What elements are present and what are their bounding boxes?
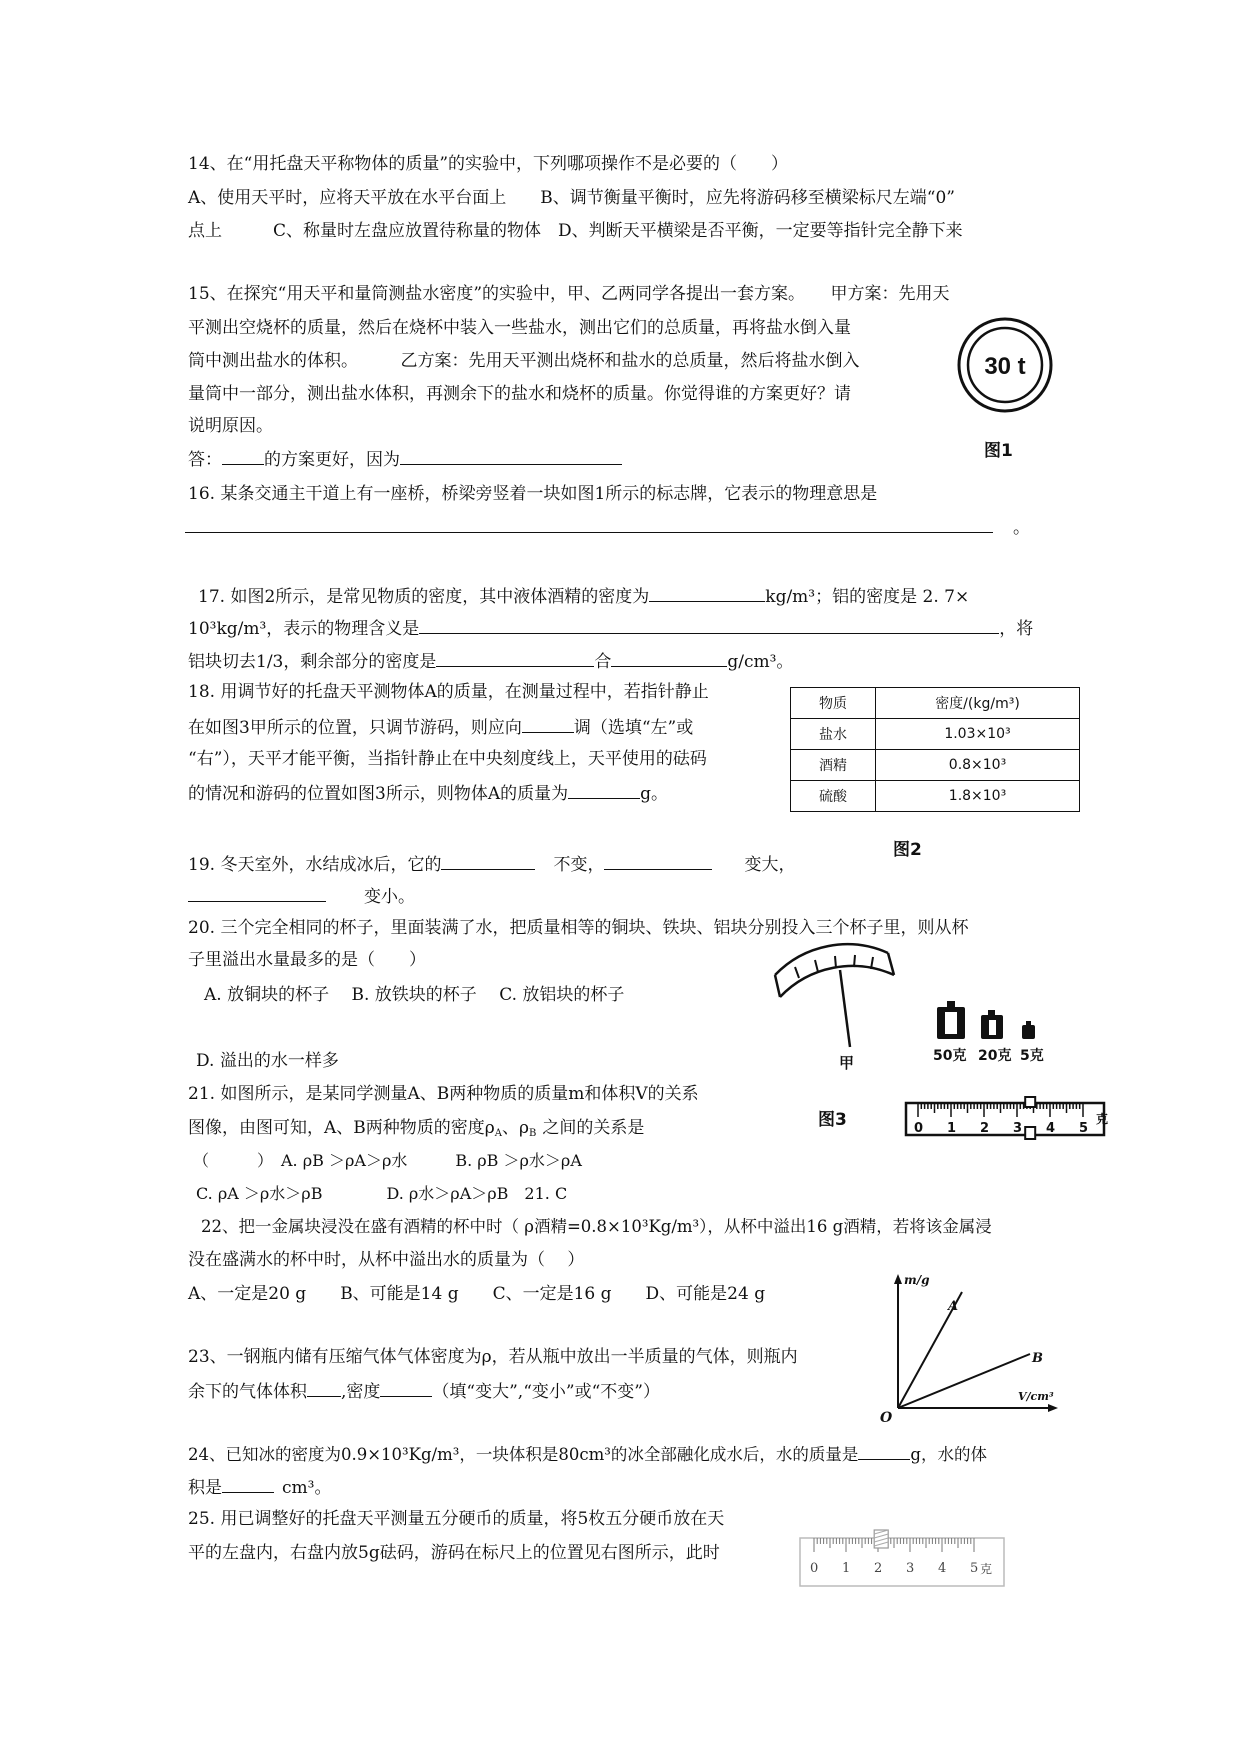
q24-blank-mass[interactable]: [858, 1441, 910, 1460]
q20-line3: A. 放铜块的杯子 B. 放铁块的杯子 C. 放铝块的杯子: [204, 985, 625, 1005]
q21-line3: （ ） A. ρB ＞ρA＞ρ水 B. ρB ＞ρ水＞ρA: [193, 1151, 582, 1170]
q24-line2: [188, 1474, 331, 1500]
q15-answer-prefix: 答：: [188, 450, 222, 470]
q16-end: 。: [1013, 518, 1030, 538]
ruler-tick-label: 2: [980, 1121, 990, 1136]
balance-pointer-diagram: [770, 935, 910, 1075]
q21-line2: [188, 1116, 644, 1146]
q21-sub-b: B: [529, 1128, 537, 1139]
q17-text-a: 17. 如图2所示，是常见物质的密度，其中液体酒精的密度为: [198, 587, 650, 607]
graph-x-arrow: [1048, 1404, 1058, 1412]
table-header-row: [791, 688, 1080, 719]
q21-line1: 21. 如图所示，是某同学测量A、B两种物质的质量m和体积V的关系: [188, 1084, 699, 1104]
q18-text-4b: g。: [640, 784, 668, 804]
ruler-tick-label: 0: [810, 1561, 819, 1576]
q19-blank-3[interactable]: [188, 883, 326, 902]
ruler-tick-label: 1: [842, 1561, 851, 1576]
q15-line4: 量筒中一部分，测出盐水体积，再测余下的盐水和烧杯的质量。你觉得谁的方案更好？请: [188, 384, 851, 404]
q17-text-f: 合: [594, 652, 612, 672]
q19-line2: [188, 883, 415, 909]
ruler-tick-label: 1: [947, 1121, 957, 1136]
q17-blank-meaning[interactable]: [419, 615, 999, 634]
table-header-cell: 物质: [791, 688, 876, 719]
q25-line2: 平的左盘内，右盘内放5g砝码，游码在标尺上的位置见右图所示，此时: [188, 1543, 720, 1563]
q23-text-2a: 余下的气体体积: [188, 1382, 307, 1402]
q19-text-b: 不变，: [553, 855, 605, 875]
q18-text-2a: 在如图3甲所示的位置，只调节游码，则应向: [188, 718, 522, 738]
q19-text-a: 19. 冬天室外，水结成冰后，它的: [188, 855, 442, 875]
q21-sub-a: A: [494, 1128, 502, 1139]
graph-line-b: [898, 1354, 1030, 1408]
q17-text-b: kg/m³；铝的密度是 2. 7×: [765, 587, 970, 607]
q19-text-d: 变小。: [364, 887, 415, 907]
q19-blank-2[interactable]: [604, 851, 712, 870]
rider-scale-fig4: [798, 1528, 1008, 1590]
q18-line4: [188, 780, 668, 806]
q20-line4: D. 溢出的水一样多: [196, 1051, 339, 1071]
graph-xlabel: V/cm³: [1018, 1390, 1054, 1403]
q21-text-2c: 、ρ: [502, 1118, 529, 1138]
q17-text-e: 铝块切去1/3，剩余部分的密度是: [188, 652, 437, 672]
table-cell: 硫酸: [791, 781, 876, 812]
q14-line1: 14、在“用托盘天平称物体的质量”的实验中，下列哪项操作不是必要的（ ）: [188, 154, 789, 174]
graph-origin: O: [880, 1410, 893, 1425]
fig3-caption: 图3: [818, 1110, 847, 1130]
table-row: [791, 750, 1080, 781]
weight-label-20: 20克: [978, 1048, 1012, 1064]
weight-limit-sign: [955, 315, 1055, 415]
q17-text-c: 10³kg/m³，表示的物理含义是: [188, 619, 420, 639]
q24-blank-volume[interactable]: [222, 1474, 274, 1493]
q24-text-2b: cm³。: [282, 1478, 332, 1498]
q23-blank-density[interactable]: [380, 1378, 432, 1397]
q17-line2: [188, 615, 1033, 641]
table-cell: 酒精: [791, 750, 876, 781]
pointer-caption: 甲: [839, 1054, 855, 1072]
rider-top[interactable]: [1025, 1097, 1035, 1107]
q18-line2: [188, 714, 693, 740]
q17-blank-alcohol[interactable]: [649, 583, 765, 602]
q18-text-4a: 的情况和游码的位置如图3所示，则物体A的质量为: [188, 784, 569, 804]
q15-line3: 筒中测出盐水的体积。 乙方案：先用天平测出烧杯和盐水的总质量，然后将盐水倒入: [188, 351, 860, 371]
graph-y-arrow: [894, 1274, 902, 1284]
ruler-tick-label: 2: [874, 1561, 883, 1576]
q15-blank-who[interactable]: [222, 446, 264, 465]
q17-line3: [188, 648, 793, 674]
table-row: [791, 719, 1080, 750]
q17-text-d: ，将: [999, 619, 1034, 639]
q19-text-c: 变大，: [744, 855, 796, 875]
q23-text-2c: （填“变大”,“变小”或“不变”）: [432, 1382, 660, 1402]
sign-text: 30 t: [984, 353, 1026, 380]
weights-diagram: [925, 995, 1060, 1065]
q24-text-1b: g，水的体: [910, 1445, 987, 1464]
table-header-cell: 密度/(kg/m³): [876, 688, 1080, 719]
q18-line3: “右”），天平才能平衡，当指针静止在中央刻度线上，天平使用的砝码: [188, 749, 707, 769]
q18-blank-mass[interactable]: [568, 780, 640, 799]
q19-blank-1[interactable]: [441, 851, 535, 870]
table-cell: 盐水: [791, 719, 876, 750]
ruler-tick-label: 4: [1046, 1121, 1056, 1136]
ruler-tick-label: 3: [1013, 1121, 1023, 1136]
ruler-tick-label: 5: [1079, 1121, 1089, 1136]
q23-line2: [188, 1378, 660, 1404]
rider-scale-fig3: [904, 1095, 1109, 1145]
ruler-tick-label: 0: [914, 1121, 924, 1136]
q15-blank-reason[interactable]: [400, 446, 622, 465]
q21-line4: C. ρA ＞ρ水＞ρB D. ρ水＞ρA＞ρB 21. C: [196, 1184, 568, 1203]
q21-text-2a: 图像，由图可知，A、B两种物质的密度ρ: [188, 1118, 495, 1138]
weight-label-50: 50克: [933, 1048, 967, 1064]
q23-text-2b: ,密度: [341, 1382, 381, 1402]
q18-text-2b: 调（选填“左”或: [573, 718, 694, 738]
q15-line5: 说明原因。: [188, 416, 273, 436]
mass-volume-graph: [870, 1270, 1070, 1425]
density-table: [790, 687, 1080, 812]
q16-blank[interactable]: [185, 514, 993, 533]
weight-label-5: 5克: [1020, 1048, 1044, 1064]
rider-bottom[interactable]: [1025, 1127, 1035, 1139]
table-cell: 0.8×10³: [876, 750, 1080, 781]
q17-line1: [198, 583, 969, 609]
q15-answer-line: [188, 446, 622, 472]
fig1-caption: 图1: [984, 441, 1013, 461]
q15-answer-mid: 的方案更好，因为: [264, 450, 400, 470]
q17-text-g: g/cm³。: [727, 652, 794, 672]
ruler-tick-label: 3: [906, 1561, 915, 1576]
q21-text-2e: 之间的关系是: [542, 1118, 645, 1138]
q23-line1: 23、一钢瓶内储有压缩气体气体密度为ρ，若从瓶中放出一半质量的气体，则瓶内: [188, 1347, 798, 1367]
q17-blank-gcm[interactable]: [611, 648, 727, 667]
q16-line1: 16. 某条交通主干道上有一座桥，桥梁旁竖着一块如图1所示的标志牌，它表示的物理意思是: [188, 484, 878, 504]
q18-blank-direction[interactable]: [522, 714, 574, 733]
graph-label-a: A: [948, 1299, 959, 1314]
ruler-unit: 克: [980, 1562, 993, 1576]
table-cell: 1.8×10³: [876, 781, 1080, 812]
q20-line1: 20. 三个完全相同的杯子，里面装满了水，把质量相等的铜块、铁块、铝块分别投入三个杯子里，则从杯: [188, 918, 969, 938]
q14-line2: A、使用天平时，应将天平放在水平台面上 B、调节衡量平衡时，应先将游码移至横梁标尺左端“0”: [188, 188, 955, 208]
q22-line1: 22、把一金属块浸没在盛有酒精的杯中时（ ρ酒精=0.8×10³Kg/m³），从杯中溢出16 g酒精，若将该金属浸: [201, 1217, 992, 1236]
q15-line2: 平测出空烧杯的质量，然后在烧杯中装入一些盐水，测出它们的总质量，再将盐水倒入量: [188, 318, 851, 338]
q18-line1: 18. 用调节好的托盘天平测物体A的质量，在测量过程中，若指针静止: [188, 682, 709, 702]
q24-text-2a: 积是: [188, 1478, 222, 1498]
q22-line2: 没在盛满水的杯中时，从杯中溢出水的质量为（ ）: [188, 1250, 585, 1270]
q24-text-1a: 24、已知冰的密度为0.9×10³Kg/m³，一块体积是80cm³的冰全部融化成水后，水的质量是: [188, 1445, 859, 1464]
q22-line3: A、一定是20 g B、可能是14 g C、一定是16 g D、可能是24 g: [188, 1284, 766, 1304]
ruler-unit: 克: [1096, 1112, 1109, 1126]
table-row: [791, 781, 1080, 812]
q16-answer-line: [185, 514, 1030, 540]
q19-line1: [188, 851, 795, 877]
fig2-caption: 图2: [893, 840, 922, 860]
ruler-tick-label: 4: [938, 1561, 947, 1576]
q17-blank-density[interactable]: [436, 648, 594, 667]
graph-ylabel: m/g: [904, 1273, 930, 1287]
balance-pointer: [840, 970, 850, 1047]
q24-line1: [188, 1441, 987, 1467]
q23-blank-volume[interactable]: [307, 1378, 341, 1397]
graph-label-b: B: [1032, 1351, 1043, 1366]
q15-line1: 15、在探究“用天平和量筒测盐水密度”的实验中，甲、乙两同学各提出一套方案。 甲方案：先用天: [188, 284, 950, 304]
q14-line3: 点上 C、称量时左盘应放置待称量的物体 D、判断天平横梁是否平衡，一定要等指针完全静下来: [188, 221, 963, 241]
q25-line1: 25. 用已调整好的托盘天平测量五分硬币的质量，将5枚五分硬币放在天: [188, 1509, 725, 1529]
q20-line2: 子里溢出水量最多的是（ ）: [188, 950, 426, 970]
ruler-tick-label: 5: [970, 1561, 979, 1576]
table-cell: 1.03×10³: [876, 719, 1080, 750]
